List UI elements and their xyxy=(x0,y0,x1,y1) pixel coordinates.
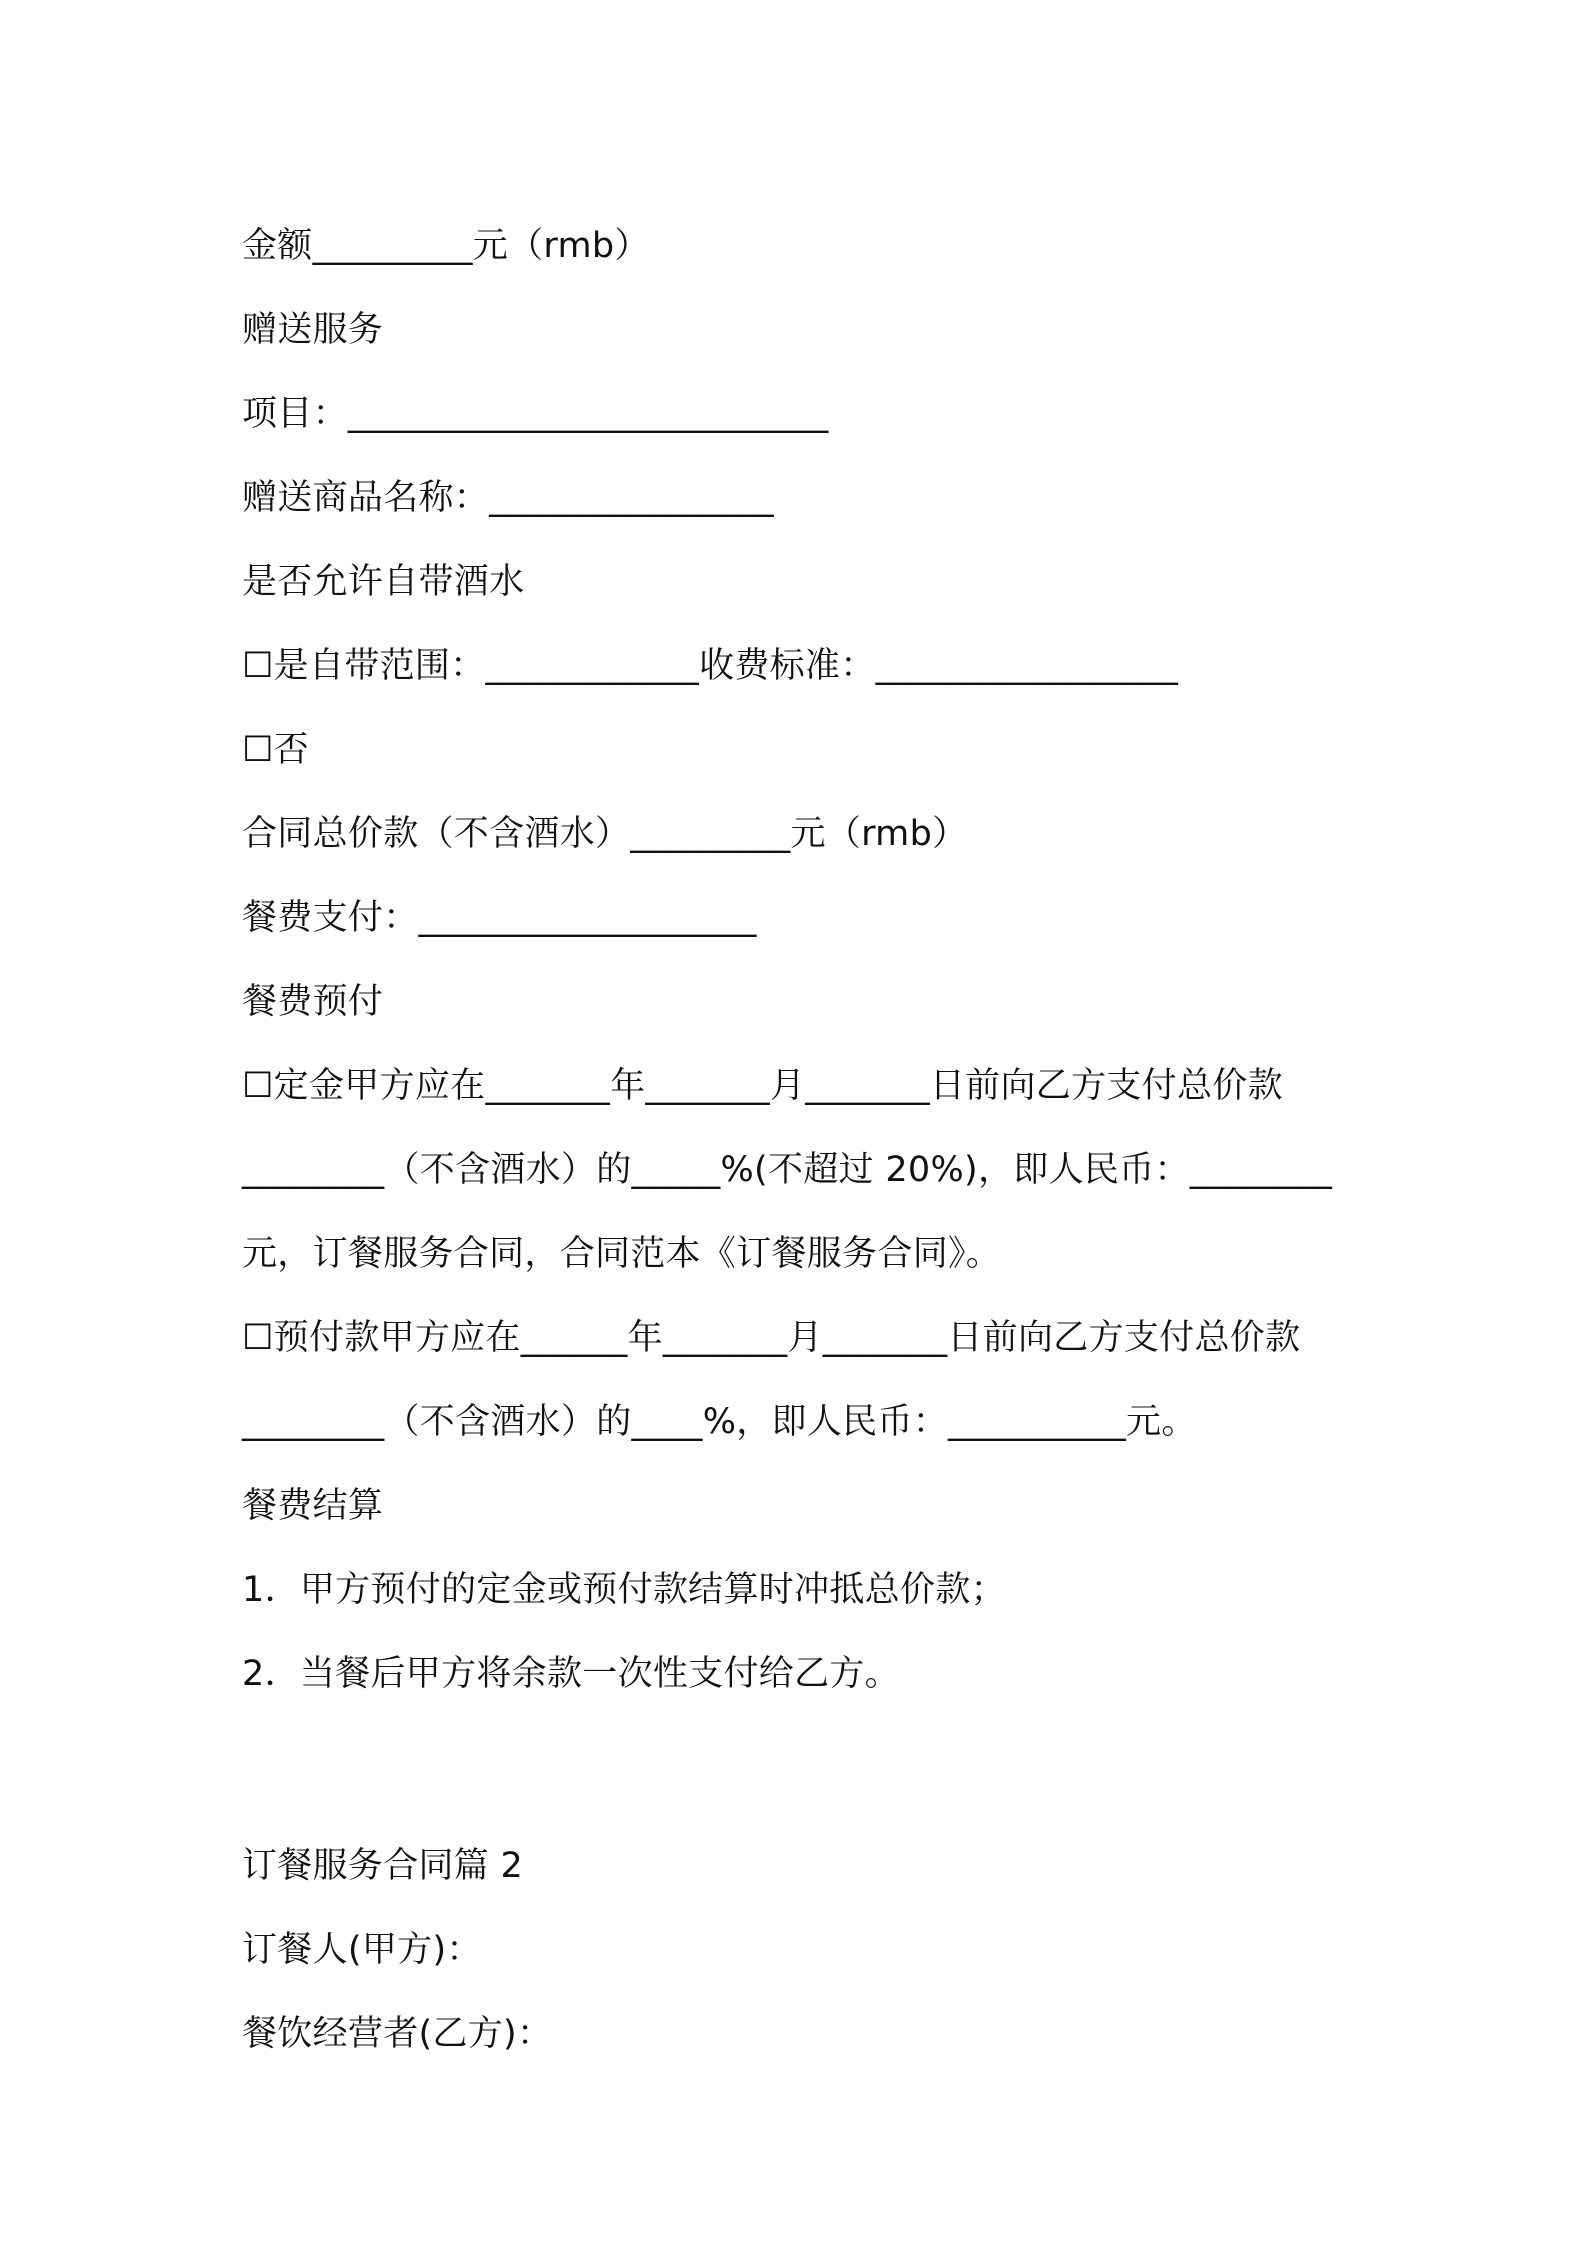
settlement-item-1: 1．甲方预付的定金或预付款结算时冲抵总价款； xyxy=(242,1570,1006,1610)
deposit-option-line-2: ________（不含酒水）的_____%(不超过 20%)，即人民币：________ xyxy=(242,1150,1333,1190)
item-line: 项目：___________________________ xyxy=(242,394,829,434)
party-b-line: 餐饮经营者(乙方)： xyxy=(242,2014,553,2054)
advance-payment-option-line-1: ☐预付款甲方应在______年_______月_______日前向乙方支付总价款 xyxy=(242,1318,1301,1358)
gift-service-heading: 赠送服务 xyxy=(242,310,384,350)
gift-goods-line: 赠送商品名称：________________ xyxy=(242,478,774,518)
party-a-line: 订餐人(甲方)： xyxy=(242,1930,482,1970)
settlement-item-2: 2．当餐后甲方将余款一次性支付给乙方。 xyxy=(242,1654,900,1694)
byob-no-option: ☐否 xyxy=(242,730,309,770)
settlement-heading: 餐费结算 xyxy=(242,1486,384,1526)
byob-heading: 是否允许自带酒水 xyxy=(242,562,525,602)
byob-yes-option: ☐是自带范围：____________收费标准：_________________ xyxy=(242,646,1179,686)
meal-payment-line: 餐费支付：___________________ xyxy=(242,898,757,938)
prepayment-heading: 餐费预付 xyxy=(242,982,384,1022)
deposit-option-line-3: 元，订餐服务合同，合同范本《订餐服务合同》。 xyxy=(242,1234,1002,1274)
section-gap xyxy=(242,1716,1362,1824)
contract-total-line: 合同总价款（不含酒水）_________元（rmb） xyxy=(242,814,968,854)
deposit-option-line-1: ☐定金甲方应在_______年_______月_______日前向乙方支付总价款 xyxy=(242,1066,1283,1106)
advance-payment-option-line-2: ________（不含酒水）的____%，即人民币：__________元。 xyxy=(242,1402,1197,1442)
section-title: 订餐服务合同篇 2 xyxy=(242,1846,524,1886)
amount-line: 金额_________元（rmb） xyxy=(242,226,650,266)
document-body xyxy=(242,204,1362,2076)
